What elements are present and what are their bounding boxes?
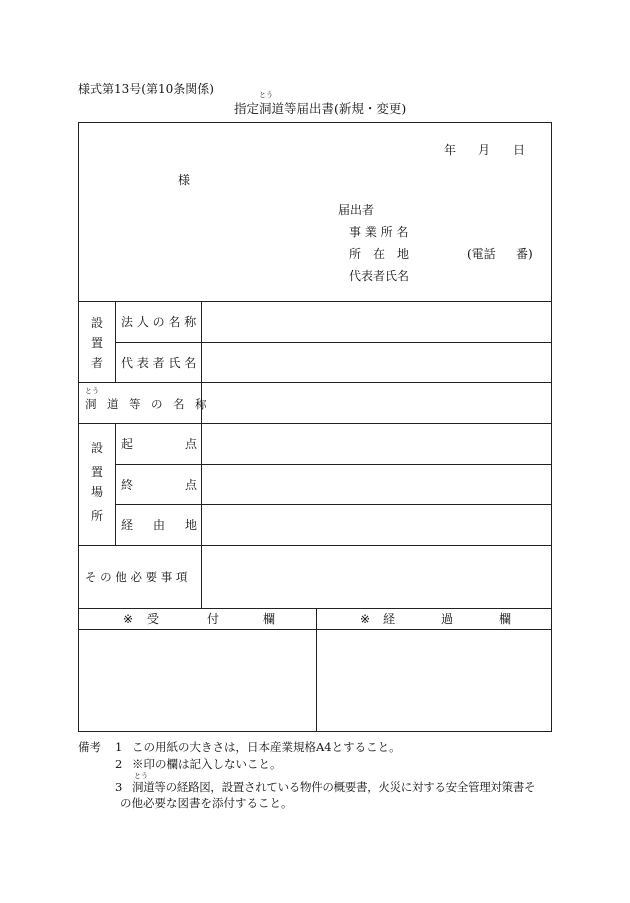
start-point-char1: 起 (121, 437, 134, 451)
reception-char1: 受 (147, 612, 160, 626)
address-label: 所 在 地 (349, 247, 410, 261)
end-point-field[interactable] (203, 466, 549, 502)
note-3-text: 洞道等の経路図，設置されている物件の概要書，火災に対する安全管理対策書そ (132, 780, 536, 794)
progress-mark: ※ (360, 612, 371, 626)
notes-heading: 備考 (78, 740, 101, 754)
note-2-number: 2 (115, 757, 123, 771)
representative-label: 代表者氏名 (349, 269, 410, 283)
installer-group-label: 設 置 者 (90, 316, 103, 370)
representative-name-field[interactable] (203, 344, 549, 380)
date-year: 年 (444, 143, 457, 157)
reception-field (81, 631, 314, 729)
phone-close: 番) (516, 247, 533, 261)
progress-char2: 過 (441, 612, 454, 626)
note-1-text: この用紙の大きさは，日本産業規格A4とすること。 (132, 740, 401, 754)
notifier-label: 届出者 (338, 203, 375, 217)
note-1-number: 1 (115, 740, 123, 754)
tunnel-name-field[interactable] (203, 384, 549, 421)
tunnel-name-label: 洞 道 等 の 名 称 (85, 397, 206, 411)
end-point-char2: 点 (185, 478, 198, 492)
tunnel-name-ruby: とう (85, 387, 99, 395)
route-char3: 地 (185, 518, 198, 532)
corporation-name-label: 法 人 の 名 称 (121, 315, 197, 329)
form-number: 様式第13号(第10条関係) (78, 82, 214, 96)
route-char2: 由 (153, 518, 166, 532)
representative-name-label: 代 表 者 氏 名 (121, 356, 197, 370)
progress-char1: 経 (383, 612, 396, 626)
form-table (78, 122, 552, 732)
notes-section (78, 739, 558, 812)
progress-field (318, 631, 549, 729)
other-items-field[interactable] (203, 547, 549, 606)
addressee-suffix: 様 (178, 173, 191, 187)
note-2-text: ※印の欄は記入しないこと。 (132, 757, 282, 771)
date-day: 日 (513, 143, 526, 157)
note-3-number: 3 (115, 780, 123, 794)
start-point-field[interactable] (203, 425, 549, 462)
note-3-ruby: とう (134, 772, 148, 780)
progress-char3: 欄 (499, 612, 512, 626)
form-title: 指定洞道等届出書(新規・変更) (234, 101, 407, 116)
location-group-label: 設 置 場 所 (90, 441, 103, 523)
end-point-char1: 終 (121, 478, 134, 492)
corporation-name-field[interactable] (203, 303, 549, 340)
route-field[interactable] (203, 506, 549, 543)
office-name-label: 事 業 所 名 (349, 225, 409, 239)
start-point-char2: 点 (185, 437, 198, 451)
reception-mark: ※ (123, 612, 134, 626)
note-3-text-continued: の他必要な図書を添付すること。 (120, 796, 293, 810)
other-items-label: そ の 他 必 要 事 項 (85, 570, 188, 584)
date-month: 月 (478, 143, 491, 157)
reception-char3: 欄 (263, 612, 276, 626)
title-ruby: とう (259, 91, 273, 99)
route-char1: 経 (121, 518, 134, 532)
reception-char2: 付 (207, 612, 220, 626)
phone-open: (電話 (467, 247, 496, 261)
